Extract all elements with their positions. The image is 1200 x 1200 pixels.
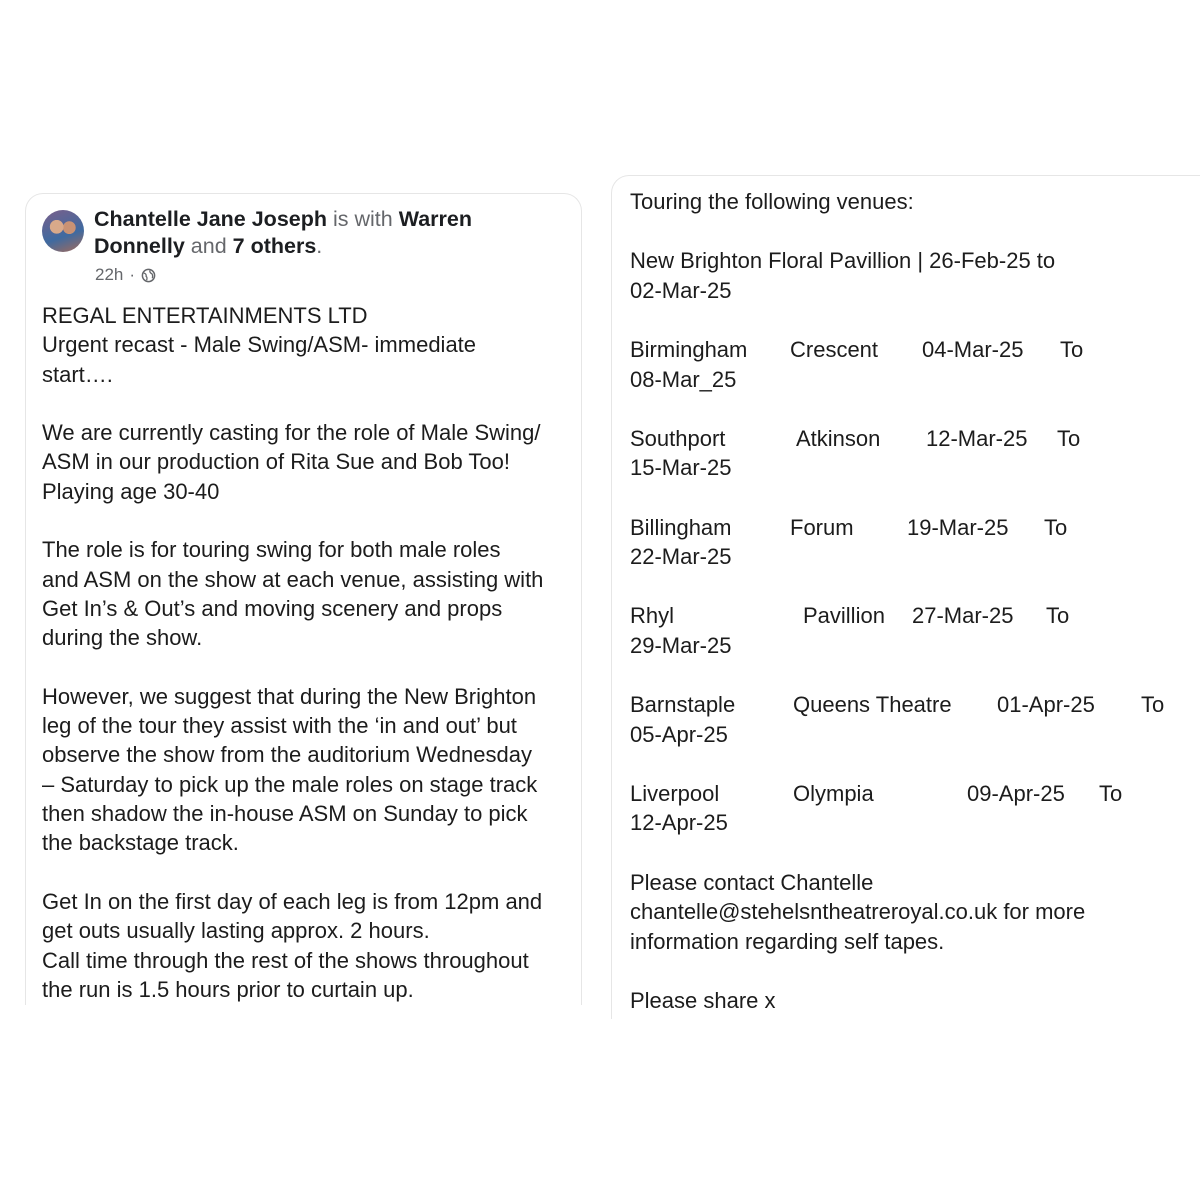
post-line: start…. [42, 361, 113, 387]
meta-separator: · [129, 265, 136, 284]
others-link[interactable]: 7 others [232, 234, 317, 258]
post-line: then shadow the in-house ASM on Sunday to pick [42, 801, 528, 827]
venue-row [630, 601, 1190, 631]
venue-start: 09-Apr-25 [967, 780, 1065, 806]
globe-icon[interactable] [141, 268, 156, 283]
venue-to: To [1099, 780, 1123, 806]
venue-town: Barnstaple [630, 692, 736, 718]
post-header-2 [94, 233, 564, 260]
author-avatar[interactable] [42, 210, 84, 252]
venue-row [630, 779, 1190, 809]
post-line: observe the show from the auditorium Wednesday [42, 742, 532, 768]
venue-row [630, 335, 1190, 365]
venue-to: To [1060, 336, 1084, 362]
venue-name: Crescent [790, 336, 879, 362]
venue-row [630, 424, 1190, 454]
post-line: Get In’s & Out’s and moving scenery and props [42, 595, 503, 621]
venue-to: To [1044, 514, 1068, 540]
post-line: and ASM on the show at each venue, assisting with [42, 566, 544, 592]
venue-start: 01-Apr-25 [997, 692, 1095, 718]
post-line: leg of the tour they assist with the ‘in and out’ but [42, 713, 517, 739]
venue-town: Rhyl [630, 603, 675, 629]
venue-to: To [1141, 692, 1165, 718]
and-text: and [190, 234, 227, 258]
post-line: Call time through the rest of the shows throughout [42, 947, 529, 973]
post-body [42, 301, 572, 1004]
post-line: We are currently casting for the role of Male Swing/ [42, 420, 541, 446]
with-text: is with [332, 207, 393, 231]
contact-line: Please contact Chantelle [630, 869, 874, 895]
post-header [94, 206, 564, 233]
period: . [316, 234, 323, 258]
author-name[interactable]: Chantelle Jane Joseph [94, 207, 327, 231]
post-line: during the show. [42, 625, 203, 651]
post-meta [95, 265, 156, 285]
contact-line: information regarding self tapes. [630, 928, 945, 954]
post-line: the run is 1.5 hours prior to curtain up. [42, 976, 414, 1002]
venue-start: 12-Mar-25 [926, 425, 1028, 451]
venue-name: Olympia [793, 780, 874, 806]
venue-end: 12-Apr-25 [630, 810, 728, 836]
post-line: However, we suggest that during the New Brighton [42, 683, 537, 709]
share-line: Please share x [630, 988, 776, 1014]
post-time[interactable]: 22h [95, 265, 124, 284]
post-line: Playing age 30-40 [42, 478, 220, 504]
post-line: the backstage track. [42, 830, 239, 856]
venue-start: 19-Mar-25 [907, 514, 1009, 540]
venue-start: 27-Mar-25 [912, 603, 1014, 629]
tagged-user-first[interactable]: Warren [398, 207, 472, 231]
post-line: – Saturday to pick up the male roles on stage track [42, 771, 538, 797]
venue-end: 22-Mar-25 [630, 544, 732, 570]
post-line: ASM in our production of Rita Sue and Bob Too! [42, 449, 510, 475]
venue-name: Pavillion [803, 603, 885, 629]
tour-heading: Touring the following venues: [630, 189, 914, 214]
venue-to: To [1057, 425, 1081, 451]
venue-to: To [1046, 603, 1070, 629]
venue-end: 08-Mar_25 [630, 366, 737, 392]
venue-end: 15-Mar-25 [630, 455, 732, 481]
venue-name: Forum [790, 514, 854, 540]
venue-row [630, 513, 1190, 543]
tagged-user-last[interactable]: Donnelly [94, 234, 185, 258]
post-line: The role is for touring swing for both male roles [42, 537, 501, 563]
venue-town: Birmingham [630, 336, 748, 362]
tour-list [630, 187, 1190, 1016]
venue-row [630, 690, 1190, 720]
venue-end: 05-Apr-25 [630, 721, 728, 747]
post-line: Get In on the first day of each leg is from 12pm and [42, 888, 543, 914]
post-line: Urgent recast - Male Swing/ASM- immediate [42, 332, 477, 358]
contact-email-line[interactable]: chantelle@stehelsntheatreroyal.co.uk for more [630, 899, 1086, 925]
venue-start: 04-Mar-25 [922, 336, 1024, 362]
post-line: REGAL ENTERTAINMENTS LTD [42, 303, 368, 328]
venue-end: 29-Mar-25 [630, 632, 732, 658]
venue-name: Queens Theatre [793, 692, 952, 718]
venue-town: Billingham [630, 514, 732, 540]
venue-name: Atkinson [796, 425, 881, 451]
post-line: get outs usually lasting approx. 2 hours. [42, 918, 430, 944]
venue-town: Liverpool [630, 780, 720, 806]
tour-first-line: New Brighton Floral Pavillion | 26-Feb-25 to [630, 248, 1056, 274]
tour-first-end: 02-Mar-25 [630, 277, 732, 303]
venue-town: Southport [630, 425, 726, 451]
